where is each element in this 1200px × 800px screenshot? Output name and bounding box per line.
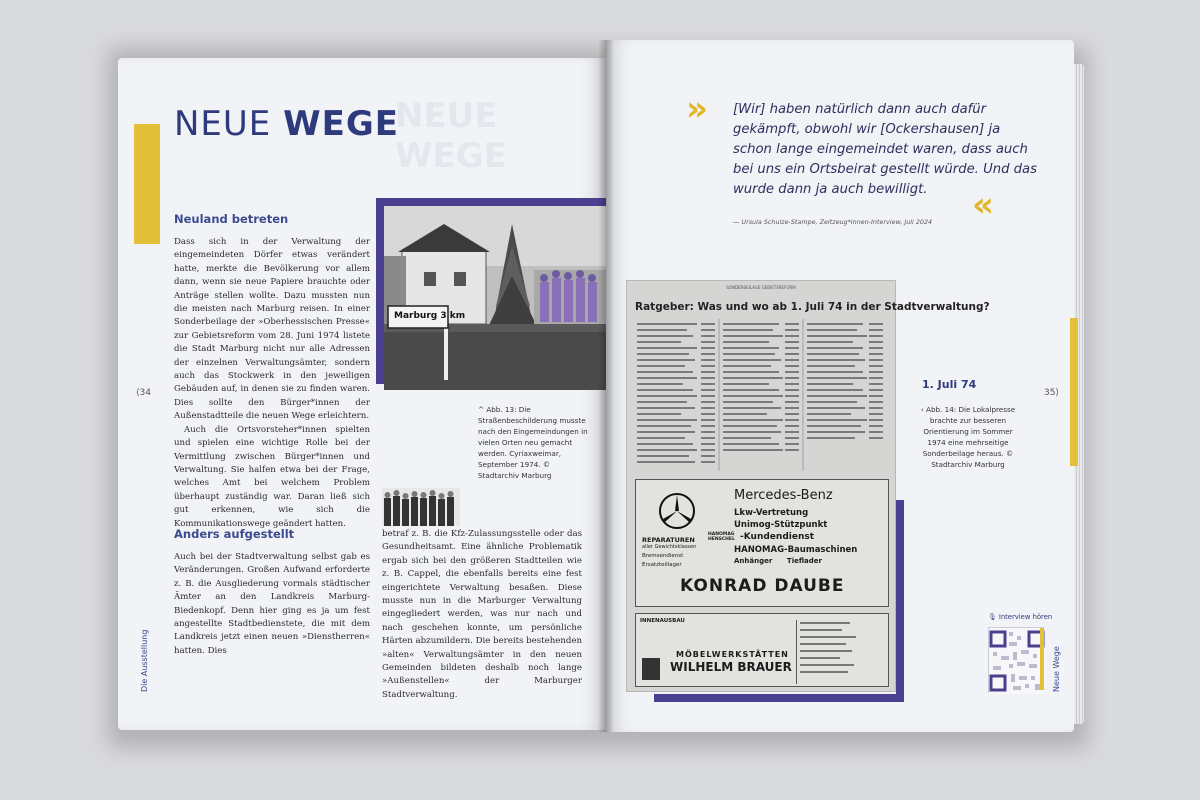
caption-text: Abb. 13: Die Straßenbeschilderung musste nach den Eingemeindungen in vielen Orten neu gemacht werden. Cyriaxweimar, September 1974. © Stadtarchiv Marburg: [478, 405, 588, 480]
qr-accent-corner: [1040, 628, 1044, 690]
ad-parts: Ersatzteillager: [642, 562, 682, 568]
group-photo: [382, 488, 460, 526]
ad-interior: INNENAUSBAU: [640, 618, 685, 624]
date-label: 1. Juli 74: [922, 378, 977, 391]
paragraph: Dass sich in der Verwaltung der eingemeindeten Dörfer etwas verändert hatte, merkte die Bevölkerung vor allem dann, wenn sie neue Papiere brauchte oder Anträge stellen wollte. Dazu mussten nun die meisten nach Marburg reisen. In einer Sonderbeilage der »Oberhessischen Presse« zur Gebietsreform vom 28. Juni 1974 listete die Stadt Marburg nicht nur alle Adressen der einzelnen Verwaltungsämter, sondern auch das Stockwerk in den jeweiligen Gebäuden auf, in denen sie zu finden waren. Dies sollte den Bürger*innen der Außenstadtteile die neuen Wege erleichtern.: [174, 237, 370, 422]
photo-frame-side: [376, 198, 384, 384]
page-bracket-icon: ⟨: [136, 388, 140, 398]
page-bracket-icon: ⟩: [1055, 388, 1059, 398]
newspaper-frame-bottom: [654, 694, 904, 702]
newspaper-ad-brauer: [635, 613, 889, 687]
newspaper-top-line: SONDERBEILAGE GEBIETSREFORM: [726, 285, 796, 290]
paragraph: Auch bei der Stadtverwaltung selbst gab es Veränderungen. Großen Aufwand erforderte z. B. die Ausgliederung vormals städtischer Ämter an den Landkreis Marburg-Biedenkopf. Denn hier ging es ja um fest angestellte Stadtbedienstete, die mit dem Landkreis jetzt einen neuen »Dienstherren« hatten. Dies: [174, 552, 370, 656]
caption-arrow-icon: ^: [478, 405, 487, 414]
book-gutter: [598, 40, 614, 732]
ad-company-brauer: WILHELM BRAUER: [670, 660, 792, 674]
newspaper-frame: [896, 500, 904, 702]
running-head-left: Die Ausstellung: [140, 629, 149, 692]
ad-repairs: REPARATUREN: [642, 536, 695, 544]
ad-line-2: Unimog-Stützpunkt: [734, 520, 828, 530]
section-anders-text: [174, 551, 370, 658]
title-accent-bar: [134, 124, 160, 244]
ad-brauer-logo: [642, 658, 660, 680]
ad-line-5: Anhänger Tieflader: [734, 557, 822, 565]
page-title: [174, 104, 399, 144]
page-number-value: 34: [139, 388, 151, 398]
title-ghost-shadow: NEUE WEGE: [395, 96, 507, 176]
ad-line-4: HANOMAG-Baumaschinen: [734, 545, 858, 555]
microphone-icon: 🎙: [988, 613, 997, 621]
section-heading-neuland: Neuland betreten: [174, 212, 289, 226]
column-two-text: [382, 528, 582, 702]
ad-repairs-sub: aller Gewichtsklassen: [642, 544, 697, 550]
right-edge-accent-bar: [1070, 318, 1078, 466]
ad-company-daube: KONRAD DAUBE: [680, 576, 845, 596]
newspaper-listing-table: [635, 319, 889, 471]
photo-caption-abb14: [918, 404, 1018, 470]
ad-moebel: MÖBELWERKSTÄTTEN: [676, 650, 789, 659]
ad-hanomag-henschel: HANOMAG HENSCHEL: [708, 532, 735, 542]
ad-line-3: -Kundendienst: [740, 532, 815, 542]
photo-caption-abb13: [478, 404, 590, 481]
ad-brakes: Bremsendienst: [642, 553, 684, 559]
ad-brauer-list-lines: [800, 620, 886, 682]
paragraph: Auch die Ortsvorsteher*innen spielten und spielen eine wichtige Rolle bei der Vermittlung zwischen Bürger*innen und Verwaltung. Sie halfen etwa bei der Frage, welches Amt bei welchem Problem überhaupt zuständig war. Daran ließ sich gut erkennen, wie sich die Kommunikationswege geändert hatten.: [174, 424, 370, 529]
interview-link[interactable]: [988, 613, 1052, 621]
street-sign-photo: [384, 206, 606, 390]
qr-code-graphic: [989, 628, 1045, 694]
pull-quote: [Wir] haben natürlich dann auch dafür gekämpft, obwohl wir [Ockershausen] ja schon lange eingemeindet waren, dass auch bei uns ein Ortsbeirat gestellt würde. Und das wurde dann ja auch bewilligt.: [733, 102, 1037, 197]
page-title-word-2: WEGE: [283, 104, 399, 144]
page-number-value: 35: [1044, 388, 1056, 398]
page-number-right: [1044, 388, 1059, 398]
mercedes-star-icon: [658, 492, 696, 530]
caption-arrow-icon: ‹: [920, 405, 927, 414]
section-neuland-text: [174, 236, 370, 531]
ad-line-1: Lkw-Vertretung: [734, 508, 809, 518]
ad-mercedes-brand: Mercedes-Benz: [734, 488, 833, 503]
page-number-left: [136, 388, 151, 398]
paragraph: betraf z. B. die Kfz-Zulassungsstelle oder das Gesundheitsamt. Eine ähnliche Problematik ergab sich bei den größeren Stadtteilen wie z. B. Cappel, die ebenfalls bereits eine fest eingerichtete Verwaltung besaßen. Diese musste nun in die Marburger Verwaltung eingegliedert werden, was nur nach und nach geschehen konnte, um persönliche Härten abzumildern. Die bereits bestehenden »alten« Verwaltungsämter in den neuen Gemeinden bildeten deshalb noch lange »Außenstellen« der Marburger Stadtverwaltung.: [382, 529, 582, 700]
interview-label: Interview hören: [998, 613, 1053, 621]
street-sign-photo-graphic: [384, 206, 606, 390]
group-photo-graphic: [382, 488, 460, 526]
section-heading-anders: Anders aufgestellt: [174, 527, 295, 541]
street-sign-text: Marburg 3 km: [394, 311, 466, 321]
running-head-right: Neue Wege: [1052, 646, 1061, 692]
pull-quote-source: — Ursula Schulze-Stampe, Zeitzeug*innen-Interview, Juli 2024: [733, 218, 933, 226]
ad-brauer-list: [796, 620, 797, 684]
photo-frame: [376, 198, 608, 206]
newspaper-ad-daube: [635, 479, 889, 607]
quote-open-chevron-icon: »: [686, 89, 694, 129]
quote-close-chevron-icon: »: [986, 185, 994, 225]
newspaper-headline: Ratgeber: Was und wo ab 1. Juli 74 in der Stadtverwaltung?: [635, 301, 990, 313]
caption-text: Abb. 14: Die Lokalpresse brachte zur besseren Orientierung im Sommer 1974 eine mehrseitige Sonderbeilage heraus. © Stadtarchiv Marburg: [922, 405, 1016, 469]
page-title-word-1: NEUE: [174, 104, 272, 144]
qr-code[interactable]: [988, 627, 1044, 693]
